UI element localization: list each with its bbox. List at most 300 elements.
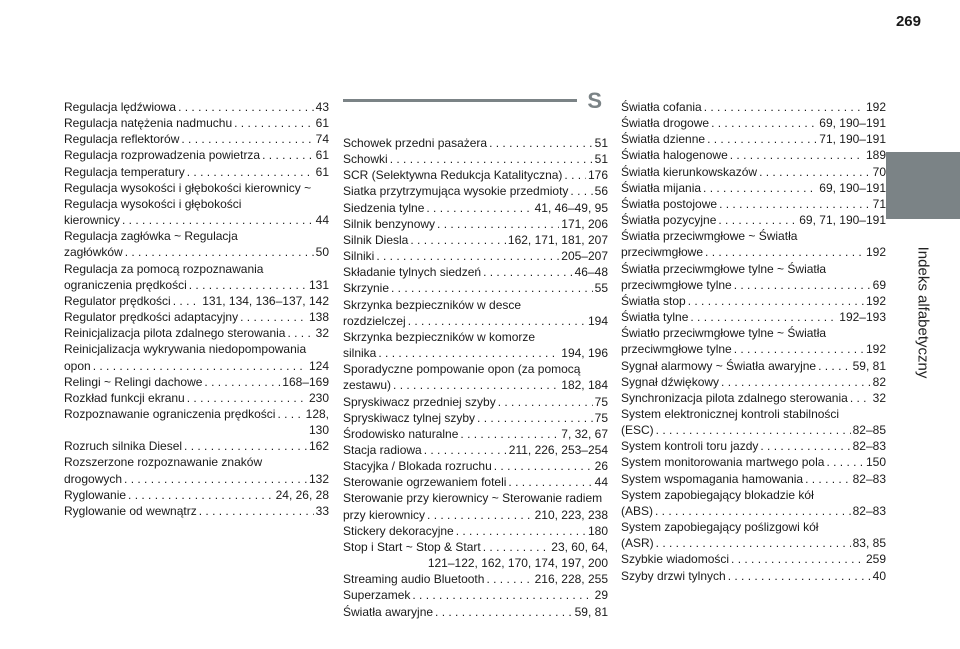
index-term: Światła stop: [621, 293, 686, 308]
dot-leader: [187, 164, 314, 180]
dot-leader: [181, 131, 313, 147]
page-refs: 192: [865, 245, 886, 260]
dot-leader: [262, 147, 314, 163]
index-entry: [64, 325, 329, 341]
index-entry: [621, 438, 886, 454]
page-refs: 55: [594, 281, 608, 296]
dot-leader: [378, 345, 559, 361]
index-term: kierownicy: [64, 213, 121, 228]
index-entry-row: [343, 167, 608, 183]
page-refs: 56: [594, 184, 608, 199]
index-entry-row: [621, 438, 886, 454]
dot-leader: [564, 167, 586, 183]
index-entry: [621, 568, 886, 584]
dot-leader: [734, 341, 864, 357]
dot-leader: [390, 151, 593, 167]
page-refs: 71: [872, 196, 886, 211]
index-term: Spryskiwacz tylnej szyby: [343, 410, 476, 425]
dot-leader: [705, 244, 864, 260]
dot-leader: [435, 604, 573, 620]
index-entry-line: Skrzynka bezpieczników w komorze: [343, 329, 536, 344]
page-refs: 192: [865, 342, 886, 357]
page-refs: 61: [315, 116, 329, 131]
index-term: opon: [64, 358, 91, 373]
page-refs: 43: [315, 100, 329, 114]
page-refs: 138: [308, 310, 329, 325]
index-entry: [64, 487, 329, 503]
index-term: Superzamek: [343, 588, 411, 603]
index-entry: [621, 325, 886, 357]
index-term: (ESC): [621, 423, 654, 438]
dot-leader: [410, 232, 506, 248]
page-refs: 23, 60, 64,: [551, 539, 608, 554]
index-entry: [343, 539, 608, 571]
index-entry: [621, 374, 886, 390]
dot-leader: [204, 374, 280, 390]
index-entry: [343, 587, 608, 603]
index-entry-line: System zapobiegający poślizgowi kół: [621, 520, 819, 535]
page-refs: 82–83: [852, 439, 886, 454]
page-refs: 82–83: [852, 471, 886, 486]
index-entry-row: [621, 422, 886, 438]
index-entry: [621, 309, 886, 325]
index-term: Regulacja reflektorów: [64, 132, 180, 147]
side-label-text: Indeks alfabetyczny: [914, 246, 932, 379]
index-entry-row: [343, 200, 608, 216]
section-header: [343, 88, 608, 128]
index-term: Rozpoznawanie ograniczenia prędkości: [64, 406, 276, 421]
index-entry-line: Skrzynka bezpieczników w desce: [343, 297, 522, 312]
index-entry-row: [64, 131, 329, 147]
index-entry-row: [343, 151, 608, 167]
dot-leader: [460, 426, 559, 442]
index-entry: [343, 183, 608, 199]
dot-leader: [730, 147, 864, 163]
dot-leader: [426, 200, 532, 216]
index-term: przeciwmgłowe: [621, 245, 704, 260]
index-entry: [343, 523, 608, 539]
page-refs: 59, 81: [852, 358, 886, 373]
dot-leader: [408, 313, 586, 329]
index-term: System kontroli toru jazdy: [621, 439, 759, 454]
page-refs: 82–85: [852, 423, 886, 438]
index-term: Silniki: [343, 249, 375, 264]
index-entry-row: [621, 535, 886, 551]
dot-leader: [719, 196, 871, 212]
dot-leader: [391, 280, 593, 296]
index-entry-row: [64, 277, 329, 293]
index-entry-line: Regulacja za pomocą rozpoznawania: [64, 261, 264, 276]
index-term: Sygnał dźwiękowy: [621, 374, 720, 389]
index-entry-row: [621, 358, 886, 374]
index-term: Regulacja natężenia nadmuchu: [64, 116, 233, 131]
index-entry-row: [343, 313, 608, 329]
index-term: Ryglowanie: [64, 487, 127, 502]
index-entry: [343, 297, 608, 329]
index-term: rozdzielczej: [343, 313, 406, 328]
index-term: Środowisko naturalne: [343, 426, 459, 441]
index-entry: [64, 131, 329, 147]
dot-leader: [277, 406, 303, 422]
index-entry-line: Regulacja zagłówka ~ Regulacja: [64, 229, 238, 244]
page-refs: 180: [587, 523, 608, 538]
index-entry: [343, 571, 608, 587]
index-entry-line: Rozszerzone rozpoznawanie znaków: [64, 455, 263, 470]
index-entry-row: [343, 523, 608, 539]
page-refs: 44: [315, 213, 329, 228]
side-label: [886, 225, 960, 400]
page-refs-continued: 130: [308, 423, 329, 438]
index-entry-row: [343, 539, 608, 555]
index-term: drogowych: [64, 471, 123, 486]
index-term: Światła pozycyjne: [621, 213, 717, 228]
dot-leader: [437, 216, 559, 232]
index-entry-row: [343, 377, 608, 393]
index-entry: [621, 390, 886, 406]
index-term: Relingi ~ Relingi dachowe: [64, 374, 203, 389]
page-refs: 71, 190–191: [819, 132, 886, 147]
index-entry-line: Sterowanie przy kierownicy ~ Sterowanie radiem: [343, 491, 603, 506]
page-refs: 168–169: [282, 374, 329, 389]
page-refs: 132: [308, 471, 329, 486]
index-entry-row: [64, 325, 329, 341]
dot-leader: [711, 115, 817, 131]
index-entry-row: [64, 212, 329, 228]
index-term: przeciwmgłowe tylne: [621, 277, 732, 292]
index-term: Siatka przytrzymująca wysokie przedmioty: [343, 184, 569, 199]
page-refs: 162: [308, 439, 329, 454]
index-entry: [343, 216, 608, 232]
page-refs: 192: [865, 293, 886, 308]
index-entry: [343, 264, 608, 280]
index-term: (ABS): [621, 503, 654, 518]
page-refs: 61: [315, 148, 329, 163]
index-term: Streaming audio Bluetooth: [343, 572, 485, 587]
index-entry-row: [621, 164, 886, 180]
page-refs: 131: [308, 277, 329, 292]
index-term: Silnik Diesla: [343, 232, 409, 247]
index-entry-row: [343, 507, 608, 523]
index-entry: [343, 135, 608, 151]
index-entry: [343, 458, 608, 474]
dot-leader: [483, 264, 573, 280]
index-entry-row: [343, 458, 608, 474]
dot-leader: [199, 503, 314, 519]
index-entry-row: [64, 115, 329, 131]
index-entry: [64, 261, 329, 293]
index-entry-row: [343, 410, 608, 426]
index-term: Szyby drzwi tylnych: [621, 568, 726, 583]
page-refs: 75: [594, 410, 608, 425]
index-entry: [621, 228, 886, 260]
index-entry: [64, 115, 329, 131]
index-entry: [621, 131, 886, 147]
page-refs: 162, 171, 181, 207: [507, 232, 608, 247]
page-refs: 69, 71, 190–191: [799, 213, 886, 228]
dot-leader: [721, 374, 871, 390]
dot-leader: [570, 183, 592, 199]
index-entry-row: [343, 394, 608, 410]
page-refs: 194, 196: [561, 346, 608, 361]
page-refs: 29: [594, 588, 608, 603]
page-refs: 124: [308, 358, 329, 373]
dot-leader: [122, 212, 314, 228]
index-column-3: [621, 99, 886, 584]
index-entry-line: Reinicjalizacja wykrywania niedopompowania: [64, 342, 307, 357]
index-term: Składanie tylnych siedzeń: [343, 265, 482, 280]
index-term: Światła cofania: [621, 100, 702, 114]
page-refs: 26: [594, 459, 608, 474]
index-term: Schowek przedni pasażera: [343, 136, 488, 150]
index-entry: [343, 442, 608, 458]
index-term: Spryskiwacz przedniej szyby: [343, 394, 496, 409]
page-refs: 7, 32, 67: [561, 426, 608, 441]
dot-leader: [850, 390, 871, 406]
dot-leader: [655, 503, 851, 519]
index-column-2-entries: [343, 135, 608, 620]
index-entry: [343, 248, 608, 264]
index-entry-row: [343, 264, 608, 280]
dot-leader: [189, 277, 307, 293]
index-term: Siedzenia tylne: [343, 200, 425, 215]
index-entry-row: [621, 212, 886, 228]
index-term: Regulator prędkości: [64, 293, 171, 308]
index-entry-row: [621, 341, 886, 357]
page-refs: 44: [594, 475, 608, 490]
index-entry-row: [621, 244, 886, 260]
index-term: Stickery dekoracyjne: [343, 523, 454, 538]
dot-leader: [128, 487, 274, 503]
index-entry-row: [621, 568, 886, 584]
dot-leader: [184, 438, 307, 454]
dot-leader: [187, 390, 307, 406]
index-entry: [621, 164, 886, 180]
page-refs: 41, 46–49, 95: [534, 200, 608, 215]
index-term: System monitorowania martwego pola: [621, 455, 825, 470]
index-entry-row: [64, 293, 329, 309]
dot-leader: [456, 523, 586, 539]
index-term: Światła mijania: [621, 180, 702, 195]
index-entry: [343, 361, 608, 393]
dot-leader: [412, 587, 592, 603]
index-entry-row: [343, 474, 608, 490]
dot-leader: [287, 325, 313, 341]
index-entry: [64, 99, 329, 115]
index-entry-line: Regulacja wysokości i głębokości: [64, 196, 242, 211]
index-entry-row: [621, 374, 886, 390]
index-entry: [621, 261, 886, 293]
index-entry-row: [621, 99, 886, 115]
index-term: zestawu): [343, 378, 392, 393]
page-refs: 59, 81: [574, 604, 608, 619]
index-entry: [64, 438, 329, 454]
page-refs: 51: [594, 152, 608, 167]
index-entry: [64, 293, 329, 309]
index-term: Regulacja rozprowadzenia powietrza: [64, 148, 261, 163]
page-refs: 69, 190–191: [819, 180, 886, 195]
dot-leader: [494, 458, 593, 474]
index-entry-line: System zapobiegający blokadzie kół: [621, 487, 814, 502]
index-term: Synchronizacja pilota zdalnego sterowania: [621, 390, 848, 405]
dot-leader: [688, 293, 864, 309]
index-term: zagłówków: [64, 245, 123, 260]
index-entry-row: [64, 244, 329, 260]
page-refs: 51: [594, 136, 608, 150]
dot-leader: [508, 474, 592, 490]
index-term: Reinicjalizacja pilota zdalnego sterowania: [64, 326, 286, 341]
index-term: Regulacja temperatury: [64, 164, 185, 179]
index-term: Regulacja lędźwiowa: [64, 100, 177, 114]
index-entry: [64, 180, 329, 228]
page-refs: 194: [587, 313, 608, 328]
page-refs: 82–83: [852, 503, 886, 518]
page-refs: 74: [315, 132, 329, 147]
index-entry-row: [621, 180, 886, 196]
index-entry-row: [621, 454, 886, 470]
index-term: Stacyjka / Blokada rozruchu: [343, 459, 492, 474]
dot-leader: [656, 422, 851, 438]
index-entry-row: [64, 374, 329, 390]
index-term: Światła dzienne: [621, 132, 706, 147]
index-entry-row: [64, 164, 329, 180]
index-entry-row: [343, 183, 608, 199]
index-entry: [343, 232, 608, 248]
index-term: Rozkład funkcji ekranu: [64, 390, 185, 405]
index-entry: [343, 200, 608, 216]
index-entry: [64, 374, 329, 390]
index-entry: [343, 474, 608, 490]
dot-leader: [125, 244, 314, 260]
page-refs: 46–48: [574, 265, 608, 280]
index-term: Silnik benzynowy: [343, 216, 436, 231]
index-term: Światła tylne: [621, 310, 689, 325]
index-term: Światła awaryjne: [343, 604, 434, 619]
index-term: Światła postojowe: [621, 196, 718, 211]
index-term: Schowki: [343, 152, 388, 167]
dot-leader: [489, 135, 593, 151]
index-entry-row: [64, 309, 329, 325]
dot-leader: [124, 471, 307, 487]
index-entry: [621, 293, 886, 309]
index-term: Szybkie wiadomości: [621, 552, 730, 567]
index-entry-row: [343, 571, 608, 587]
index-term: ograniczenia prędkości: [64, 277, 187, 292]
index-entry: [343, 426, 608, 442]
index-entry: [343, 490, 608, 522]
index-entry-line: Światło przeciwmgłowe tylne ~ Światła: [621, 326, 827, 341]
index-entry-row: [343, 232, 608, 248]
index-entry: [621, 147, 886, 163]
index-entry-row: [64, 438, 329, 454]
index-entry-row: [621, 551, 886, 567]
page-refs: 33: [315, 503, 329, 518]
dot-leader: [234, 115, 314, 131]
index-entry-line: Światła przeciwmgłowe ~ Światła: [621, 229, 798, 244]
index-entry-row: [64, 406, 329, 422]
page-refs: 50: [315, 245, 329, 260]
dot-leader: [760, 438, 850, 454]
dot-leader: [734, 277, 871, 293]
page-refs: 189: [865, 148, 886, 163]
page-refs-continued: 121–122, 162, 170, 174, 197, 200: [427, 556, 608, 571]
index-column-1: [64, 99, 329, 519]
dot-leader: [178, 99, 314, 115]
dot-leader: [826, 454, 864, 470]
page-refs: 230: [308, 390, 329, 405]
index-entry-row: [64, 471, 329, 487]
dot-leader: [477, 410, 593, 426]
section-letter: S: [587, 88, 602, 113]
index-entry-row: [64, 99, 329, 115]
dot-leader: [376, 248, 559, 264]
index-entry-row: [343, 216, 608, 232]
page-refs: 131, 134, 136–137, 142: [202, 293, 329, 308]
page-refs: 75: [594, 394, 608, 409]
index-entry-row: [64, 503, 329, 519]
page-refs: 259: [865, 552, 886, 567]
dot-leader: [805, 471, 851, 487]
index-entry: [621, 519, 886, 551]
page-refs: 24, 26, 28: [275, 487, 329, 502]
index-entry-line: System elektronicznej kontroli stabilności: [621, 406, 840, 421]
page-refs: 128,: [305, 406, 329, 421]
section-tab: [886, 152, 960, 219]
dot-leader: [240, 309, 307, 325]
index-entry-row: [343, 442, 608, 458]
dot-leader: [704, 99, 864, 115]
index-entry: [64, 228, 329, 260]
dot-leader: [393, 377, 559, 393]
index-entry-line: Regulacja wysokości i głębokości kierownicy ~: [64, 180, 312, 195]
page-refs: 192–193: [839, 310, 886, 325]
page-refs: 150: [865, 455, 886, 470]
index-entry-row: [64, 487, 329, 503]
index-entry-row: [343, 135, 608, 151]
page-refs: 69, 190–191: [819, 116, 886, 131]
index-entry-row: [343, 280, 608, 296]
page-refs: 32: [315, 326, 329, 341]
section-divider: [343, 99, 577, 102]
index-entry: [621, 406, 886, 438]
page-refs: 182, 184: [561, 378, 608, 393]
dot-leader: [483, 539, 550, 555]
index-term: Sygnał alarmowy ~ Światła awaryjne: [621, 358, 817, 373]
page-refs: 61: [315, 164, 329, 179]
index-entry-row: [343, 587, 608, 603]
index-entry-row: [621, 196, 886, 212]
index-term: Światła drogowe: [621, 116, 710, 131]
index-entry-row: [343, 248, 608, 264]
index-entry: [343, 151, 608, 167]
page-number: 269: [895, 13, 921, 30]
dot-leader: [728, 568, 871, 584]
index-entry-row: [64, 358, 329, 374]
page-refs: 205–207: [561, 249, 608, 264]
index-term: silnika: [343, 346, 377, 361]
index-entry: [343, 167, 608, 183]
page-refs: 83, 85: [852, 536, 886, 551]
dot-leader: [424, 442, 507, 458]
index-entry: [621, 180, 886, 196]
index-entry: [621, 212, 886, 228]
dot-leader: [486, 571, 532, 587]
index-entry: [621, 196, 886, 212]
index-entry: [621, 358, 886, 374]
index-entry: [343, 329, 608, 361]
dot-leader: [690, 309, 837, 325]
index-entry-row: [343, 604, 608, 620]
index-term: SCR (Selektywna Redukcja Katalityczna): [343, 168, 563, 183]
